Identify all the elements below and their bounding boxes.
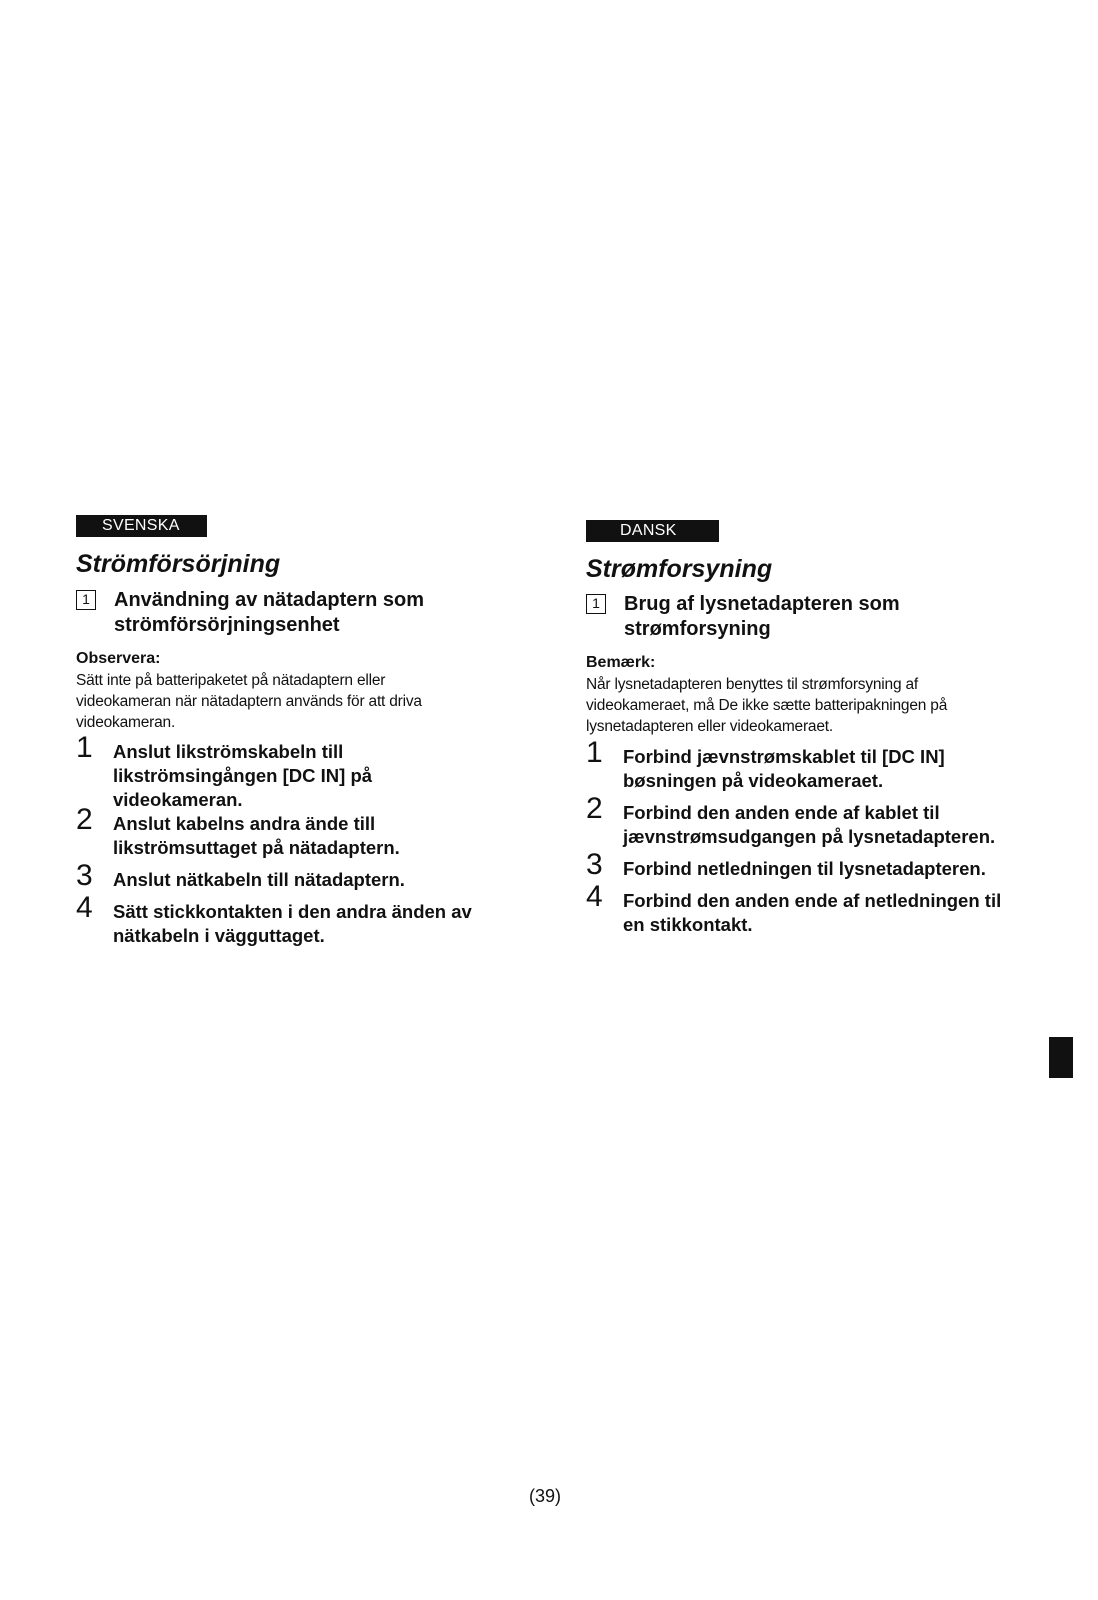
step-number: 4 [76, 891, 93, 924]
note-label-svenska: Observera: [76, 650, 161, 667]
step-number: 3 [76, 859, 93, 892]
list-item [76, 859, 496, 900]
step-number: 1 [76, 731, 93, 764]
edge-tab-marker [1049, 1037, 1073, 1078]
step-text: Anslut nätkabeln till nätadaptern. [113, 869, 405, 890]
subheading-block-svenska [76, 588, 496, 638]
step-number: 2 [586, 792, 603, 825]
step-number: 1 [586, 736, 603, 769]
step-text: Forbind den anden ende af kablet til jævnstrømsudgangen på lysnetadapteren. [623, 802, 996, 847]
step-text: Forbind den anden ende af netledningen til en stikkontakt. [623, 890, 1002, 935]
step-text: Sätt stickkontakten i den andra änden av nätkabeln i vägguttaget. [113, 901, 472, 946]
list-item [586, 880, 1016, 939]
step-box-icon: 1 [586, 594, 606, 614]
list-item [586, 736, 1016, 801]
language-tab-svenska: SVENSKA [76, 515, 207, 537]
steps-list-dansk [586, 736, 1016, 939]
step-box-icon: 1 [76, 590, 96, 610]
subheading-block-dansk [586, 592, 1016, 642]
list-item [586, 792, 1016, 857]
list-item [586, 848, 1016, 889]
section-title-dansk: Strømforsyning [586, 555, 773, 583]
steps-list-svenska [76, 731, 496, 950]
list-item [76, 891, 496, 950]
step-number: 4 [586, 880, 603, 913]
list-item [76, 803, 496, 868]
page-number: (39) [528, 1486, 561, 1506]
section-title-svenska: Strömförsörjning [76, 550, 281, 578]
note-label-dansk: Bemærk: [586, 654, 656, 671]
subheading-svenska: Användning av nätadaptern som strömförsörjningsenhet [114, 589, 425, 636]
subheading-dansk: Brug af lysnetadapteren som strømforsyning [624, 593, 900, 640]
language-tab-dansk: DANSK [586, 520, 719, 542]
step-number: 3 [586, 848, 603, 881]
step-text: Anslut kabelns andra ände till likströmsuttaget på nätadaptern. [113, 813, 400, 858]
note-text-svenska: Sätt inte på batteripaketet på nätadaptern eller videokameran när nätadaptern används för att driva videokameran. [76, 672, 422, 731]
note-text-dansk: Når lysnetadapteren benyttes til strømforsyning af videokameraet, må De ikke sætte batteripakningen på lysnetadapteren eller videokameraet. [586, 676, 948, 735]
step-text: Forbind jævnstrømskablet til [DC IN] bøsningen på videokameraet. [623, 746, 945, 791]
list-item [76, 731, 496, 812]
step-text: Forbind netledningen til lysnetadapteren. [623, 858, 986, 879]
step-text: Anslut likströmskabeln till likströmsingången [DC IN] på videokameran. [113, 741, 373, 810]
step-number: 2 [76, 803, 93, 836]
